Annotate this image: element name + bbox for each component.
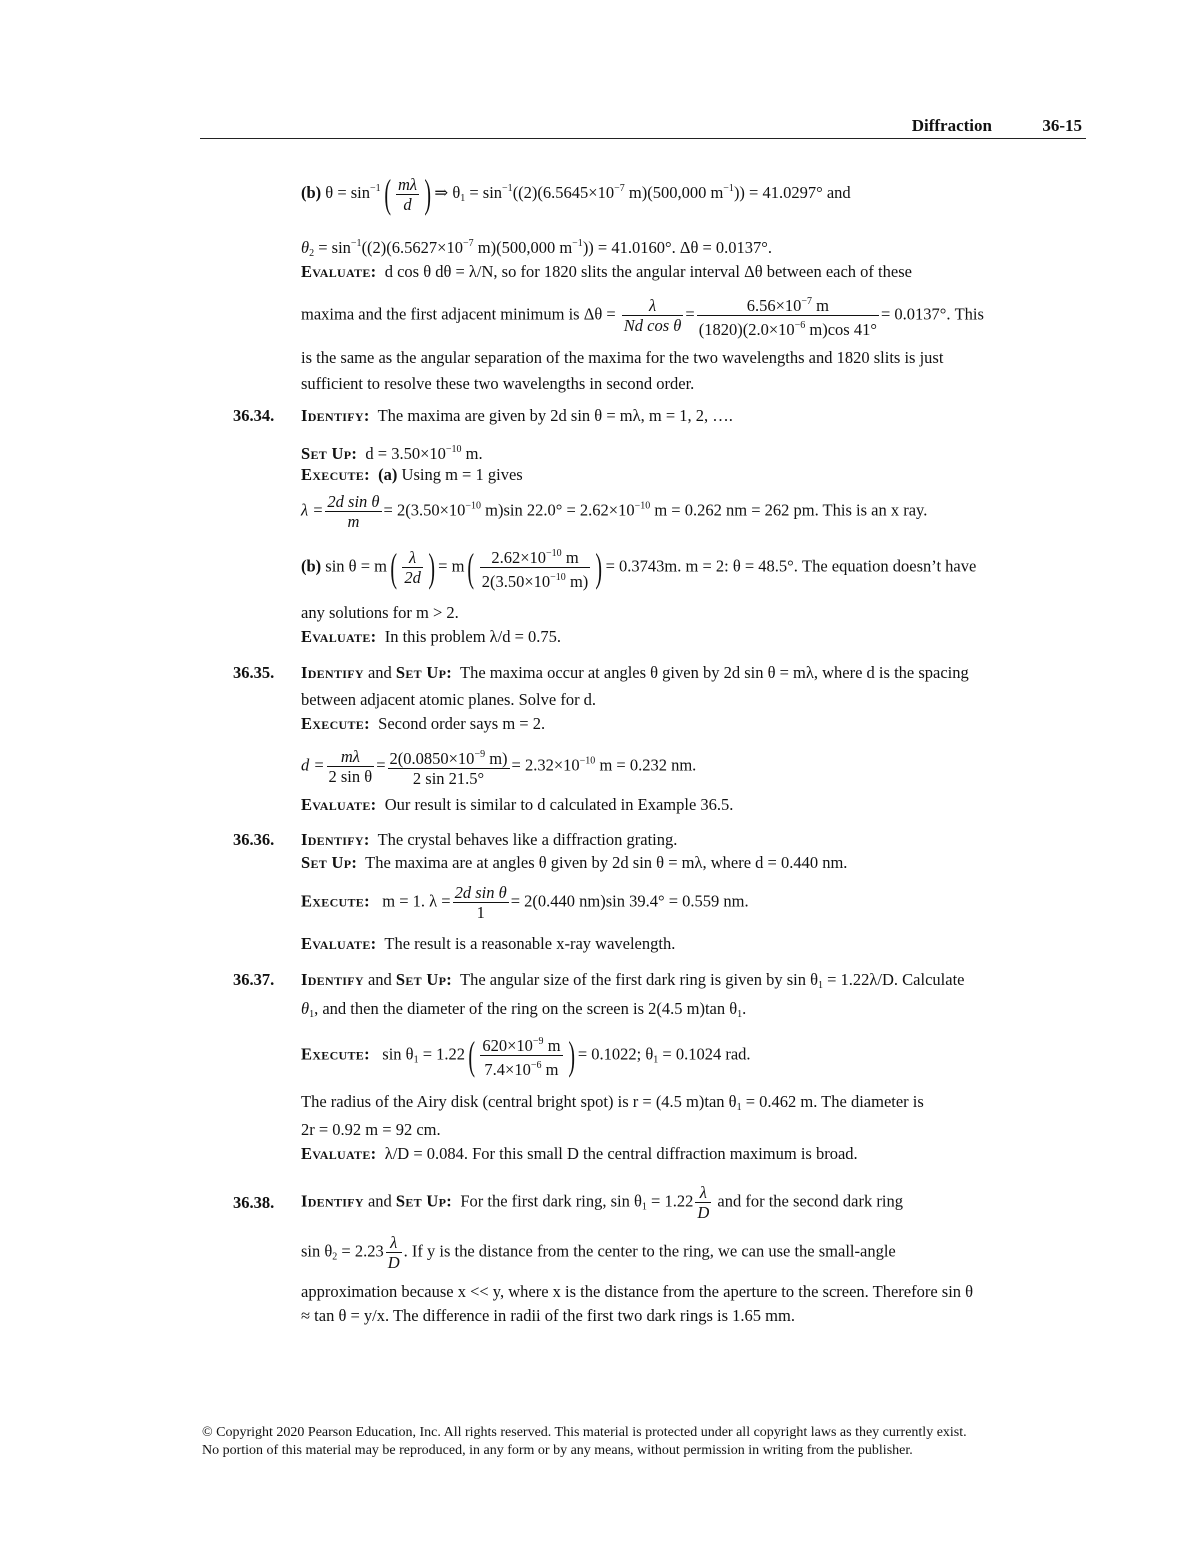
p34-execute: Execute: (a) Using m = 1 gives [301, 465, 523, 484]
p37-evaluate: Evaluate: λ/D = 0.084. For this small D the central diffraction maximum is broad. [301, 1144, 858, 1163]
copyright-line-2: No portion of this material may be reproduced, in any form or by any means, without permission in writing from the publisher. [202, 1443, 913, 1458]
fraction: $\frac{m\lambda}{d}$ [397, 174, 418, 214]
p1-line5: is the same as the angular separation of the maxima for the two wavelengths and 1820 slits is just [301, 348, 944, 367]
p35-identify: Identify and Set Up: The maxima occur at angles θ given by 2d sin θ = mλ, where d is the spacing [301, 663, 969, 682]
p1-line4: maxima and the first adjacent minimum is Δθ = $\frac{\lambda}{\text{Nd cos θ}}$ = $\frac{6.56\times 10^{-7} m}{(1820)(2.0\times 10^{-6} m)\cos 41^\circ}$ = 0.0137°. This [301, 292, 984, 339]
p35-execute: Execute: Second order says m = 2. [301, 714, 546, 733]
p36-identify: Identify: The crystal behaves like a diffraction grating. [301, 830, 678, 849]
p1-line6: sufficient to resolve these two wavelengths in second order. [301, 374, 695, 393]
p37-diameter: 2r = 0.92 m = 92 cm. [301, 1120, 441, 1139]
p38-line3: approximation because x << y, where x is the distance from the aperture to the screen. Therefore sin θ [301, 1282, 974, 1301]
p35-evaluate: Evaluate: Our result is similar to d calculated in Example 36.5. [301, 795, 734, 814]
p37-radius: The radius of the Airy disk (central bright spot) is r = (4.5 m)tan $\theta_1 = 0.462$ m. The diameter is [301, 1092, 924, 1113]
p1-evaluate: Evaluate: d cos θ dθ = λ/N, so for 1820 slits the angular interval Δθ between each of these [301, 262, 912, 281]
p34-evaluate: Evaluate: In this problem λ/d = 0.75. [301, 627, 562, 646]
p34-part-b: (b) sin θ = m( $\frac{\lambda}{2d}$ ) = m( $\frac{2.62\times 10^{-10} m}{2(3.50\times 10^{-10} m)}$ ) = 0.3743m. m = 2: θ = 48.5°. The equation doesn’t have [301, 544, 977, 591]
p38-identify: Identify and Set Up: For the first dark ring, $\sin \theta_1 = 1.22$ $\frac{\lambda}{D}$ and for the second dark ring [301, 1183, 903, 1222]
section-title: Diffraction [911, 116, 992, 135]
p1-line1: (b) $\theta = \sin^{-1}$( $\frac{m\lambda}{d}$ ) ⇒ $\theta_1 = \sin^{-1}((2)(6.5645\times 10^{-7}$ m)(500,000 $m^{-1})) = 41.0297^\circ$ and [301, 171, 851, 216]
p34-identify: Identify: The maxima are given by 2d sin θ = mλ, m = 1, 2, …. [301, 406, 733, 425]
problem-number: 36.36. [233, 830, 275, 849]
p37-line2: $\theta_1$, and then the diameter of the ring on the screen is 2(4.5 m)tan $\theta_1$. [301, 999, 747, 1020]
p38-line4: ≈ tan θ = y/x. The difference in radii of the first two dark rings is 1.65 mm. [301, 1306, 795, 1325]
problem-number: 36.38. [233, 1193, 275, 1212]
p38-line2: $\sin \theta_2 = 2.23$ $\frac{\lambda}{D}$ . If y is the distance from the center to the ring, we can use the small-angle [301, 1233, 896, 1272]
copyright-line-1: © Copyright 2020 Pearson Education, Inc. All rights reserved. This material is protected under all copyright laws as they currently exist. [202, 1425, 967, 1440]
p36-setup: Set Up: The maxima are at angles θ given by 2d sin θ = mλ, where d = 0.440 nm. [301, 853, 848, 872]
page-header [200, 116, 1086, 139]
p35-line2: between adjacent atomic planes. Solve for d. [301, 690, 597, 709]
p36-evaluate: Evaluate: The result is a reasonable x-ray wavelength. [301, 934, 676, 953]
p36-execute: Execute: m = 1. λ = $\frac{\text{2d sin θ}}{1}$ = 2(0.440 nm)sin 39.4° = 0.559 nm. [301, 883, 749, 922]
p34-lambda: λ = $\frac{\text{2d sin θ}}{m}$ = $2(3.50\times 10^{-10}$ m)sin $22.0^\circ = 2.62\times 10^{-10}$ m = 0.262 nm = 262 pm. This is an x ray. [301, 492, 928, 531]
problem-number: 36.37. [233, 970, 275, 989]
p37-execute: Execute: $\sin \theta_1 = 1.22$( $\frac{620\times 10^{-9} m}{7.4\times 10^{-6} m}$ ) = 0.1022; $\theta_1 = 0.1024$ rad. [301, 1032, 751, 1079]
p34-setup: Set Up: $d = 3.50\times 10^{-10}$ m. [301, 444, 483, 463]
p34-part-b-cont: any solutions for m > 2. [301, 603, 459, 622]
page-number: 36-15 [1042, 116, 1082, 135]
p35-d-eq: d = $\frac{m\lambda}{\text{2 sin θ}}$ = $\frac{2(0.0850\times 10^{-9} m)}{2 \sin 21.5^\circ}$ = $2.32\times 10^{-10}$ m = 0.232 nm. [301, 747, 697, 788]
p37-identify: Identify and Set Up: The angular size of the first dark ring is given by $\sin \theta_1 = 1.22\lambda/D$. Calculate [301, 970, 965, 991]
problem-number: 36.34. [233, 406, 275, 425]
problem-number: 36.35. [233, 663, 275, 682]
p1-line2: $\theta_2 = \sin^{-1}((2)(6.5627\times 10^{-7}$ m)(500,000 $m^{-1})) = 41.0160^\circ$. Δθ = 0.0137°. [301, 238, 772, 259]
